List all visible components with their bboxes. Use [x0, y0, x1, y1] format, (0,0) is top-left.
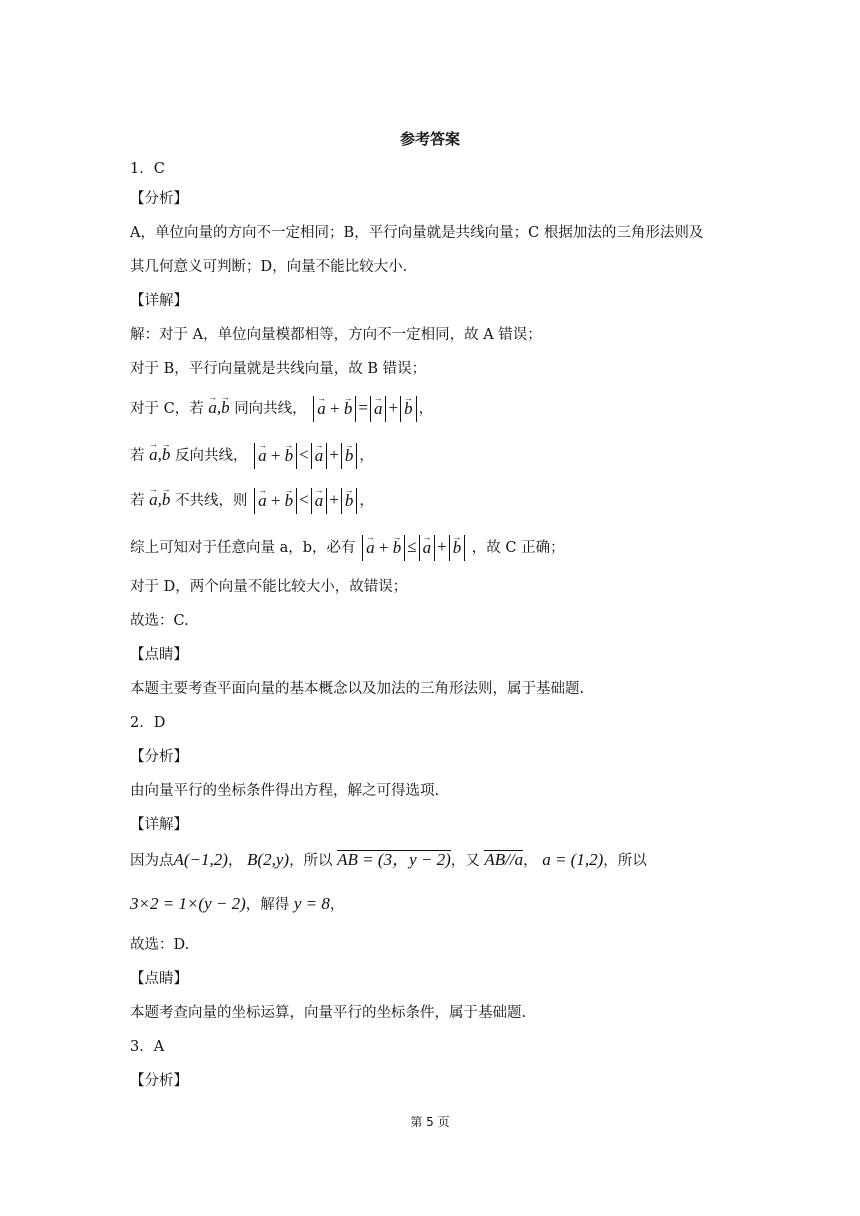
q1-detail-tag: 【详解】 — [130, 293, 188, 309]
point-a: A(−1,2) — [173, 850, 228, 869]
q3-answer: 3．A — [130, 1039, 165, 1055]
q2-detail1-also: ，又 — [450, 853, 480, 869]
q2-analysis-line1: 由向量平行的坐标条件得出方程，解之可得选项. — [130, 783, 440, 799]
vector-ab-coordinates: AB = (3，y − 2) — [337, 850, 451, 869]
formula-opposite-direction: → a + → b <→ a +→ b — [252, 445, 359, 464]
q1-detail5-middle: 不共线，则 — [174, 492, 248, 509]
q1-analysis-line2: 其几何意义可判断；D，向量不能比较大小. — [130, 259, 408, 275]
q2-detail1-so: ，所以 — [289, 853, 333, 869]
q1-detail-line6 — [130, 535, 750, 561]
q2-detail1-prefix: 因为点 — [130, 853, 174, 869]
q2-detail-tag: 【详解】 — [130, 817, 188, 833]
q1-detail6-prefix: 综上可知对于任意向量 a，b，必有 — [130, 539, 356, 556]
q2-detail-line1: 因为点A(−1,2)， B(2,y)，所以 AB = (3，y − 2)，又 AB//a， a = (1,2)，所以 — [130, 850, 647, 869]
q1-detail-line2: 对于 B，平行向量就是共线向量，故 B 错误； — [130, 361, 427, 377]
formula-same-direction: → a + → b =→ a +→ b — [311, 398, 418, 417]
equation-parallel: 3×2 = 1×(y − 2) — [130, 894, 246, 913]
q2-comment-tag: 【点睛】 — [130, 971, 188, 987]
q2-comment: 本题考查向量的坐标运算，向量平行的坐标条件，属于基础题. — [130, 1005, 527, 1021]
q1-analysis-line1: A，单位向量的方向不一定相同；B，平行向量就是共线向量；C 根据加法的三角形法则及 — [130, 225, 704, 241]
q1-detail-line8: 故选：C. — [130, 613, 189, 629]
q1-detail4-middle: 反向共线， — [174, 447, 248, 464]
q1-analysis-tag: 【分析】 — [130, 191, 188, 207]
q1-detail-line7: 对于 D，两个向量不能比较大小，故错误； — [130, 579, 408, 595]
page-title: 参考答案 — [399, 130, 460, 148]
q1-detail4-prefix: 若 — [130, 447, 145, 464]
point-b: B(2,y) — [247, 850, 290, 869]
q1-comment: 本题主要考查平面向量的基本概念以及加法的三角形法则，属于基础题. — [130, 681, 585, 697]
q1-detail-line1: 解：对于 A，单位向量模都相等，方向不一定相同，故 A 错误； — [130, 327, 542, 343]
q1-detail-line5: 若 → a,→ b 不共线，则 → a + → b <→ a +→ b ， — [130, 488, 750, 514]
parallel-condition: AB//a — [484, 850, 524, 869]
solution-y: y = 8 — [293, 894, 330, 913]
q1-detail5-prefix: 若 — [130, 492, 145, 509]
q2-detail1-end: ，所以 — [603, 853, 647, 869]
vector-a-coordinates: a = (1,2) — [542, 850, 604, 869]
q2-detail2-middle: ，解得 — [245, 897, 290, 913]
formula-not-collinear: → a + → b <→ a +→ b — [252, 490, 359, 509]
q2-analysis-tag: 【分析】 — [130, 749, 188, 765]
vector-pair-ab: → a,→ b — [208, 398, 229, 417]
vector-pair-ab: → a,→ b — [149, 445, 170, 464]
q1-detail6-suffix: ，故 C 正确； — [471, 539, 565, 556]
vector-pair-ab: → a,→ b — [149, 490, 170, 509]
q2-detail-line3: 故选：D. — [130, 937, 190, 953]
page-footer: 第 5 页 — [410, 1115, 450, 1129]
q1-comment-tag: 【点睛】 — [130, 647, 188, 663]
q1-answer: 1．C — [130, 161, 165, 177]
q1-detail-line4: 若 → a,→ b 反向共线， → a + → b <→ a +→ b ， — [130, 443, 750, 469]
q1-detail3-middle: 同向共线， — [234, 400, 307, 417]
q1-detail3-prefix: 对于 C，若 — [130, 400, 204, 417]
q2-answer: 2．D — [130, 715, 166, 731]
q2-detail-line2: 3×2 = 1×(y − 2)，解得 y = 8， — [130, 894, 345, 913]
q1-detail-line3: 对于 C，若 → a,→ b 同向共线， → a + → b =→ a +→ b ， — [130, 396, 750, 422]
formula-triangle-inequality: → a + → b ≤→ a +→ b — [360, 537, 467, 556]
q3-analysis-tag: 【分析】 — [130, 1073, 188, 1089]
